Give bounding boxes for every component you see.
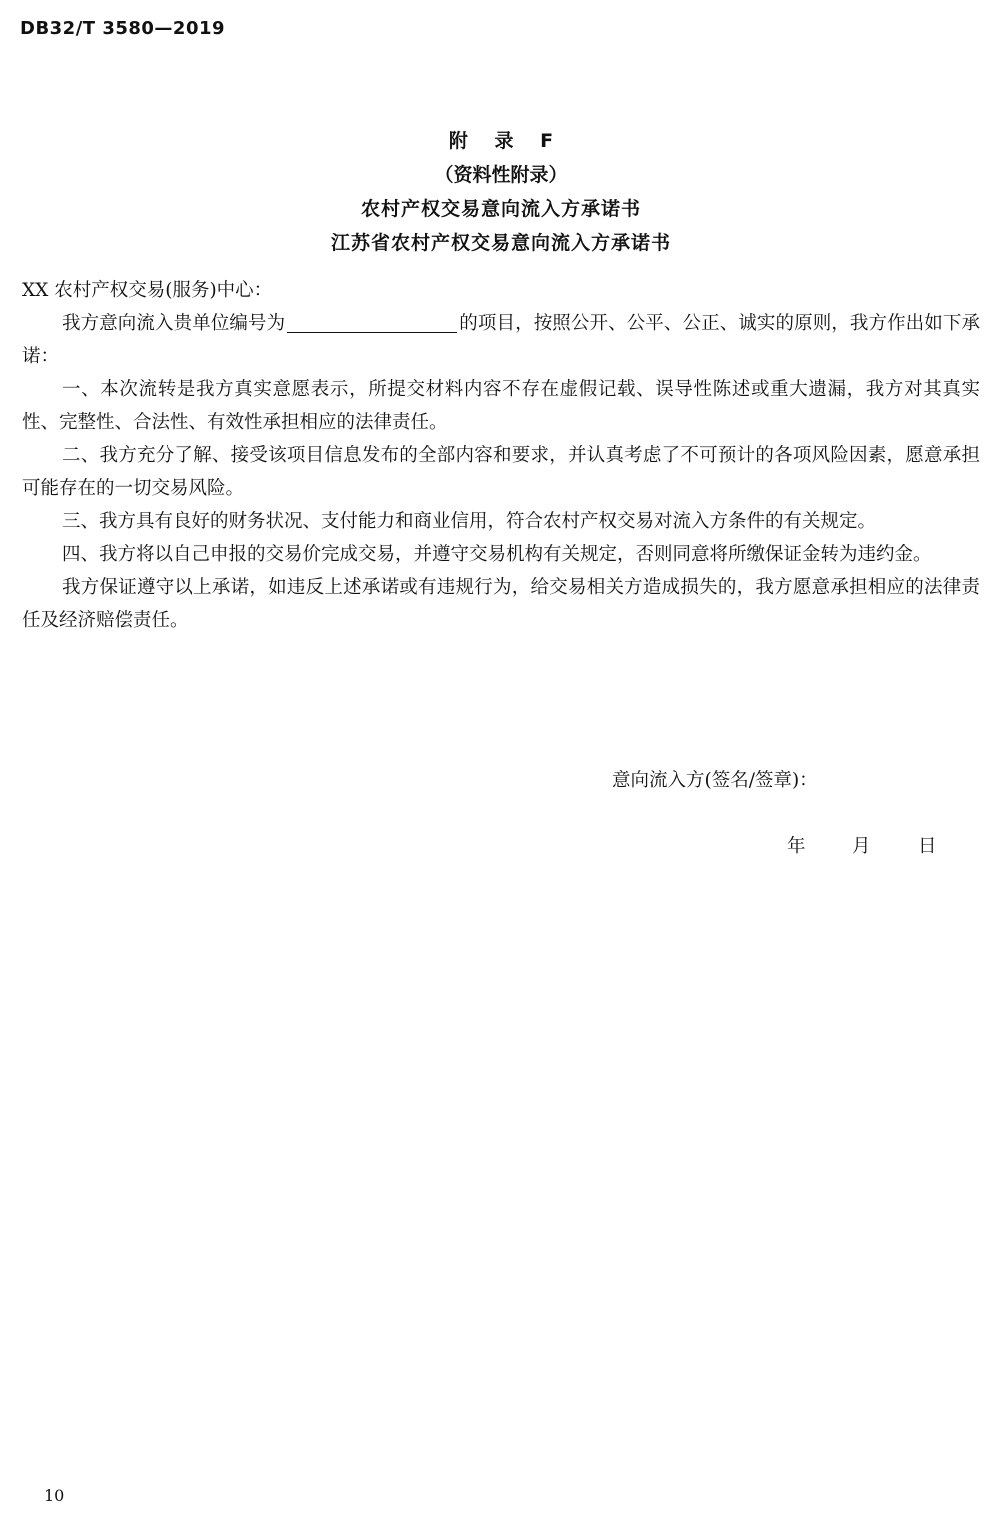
- commitment-item-2: 二、我方充分了解、接受该项目信息发布的全部内容和要求，并认真考虑了不可预计的各项风险因素，愿意承担可能存在的一切交易风险。: [22, 445, 980, 499]
- appendix-label: [0, 126, 1002, 153]
- appendix-label-part: F: [540, 130, 554, 152]
- signature-label: 意向流入方(签名/签章)：: [612, 770, 818, 791]
- appendix-label-part: 附: [448, 130, 468, 152]
- closing-paragraph: 我方保证遵守以上承诺，如违反上述承诺或有违规行为，给交易相关方造成损失的，我方愿意承担相应的法律责任及经济赔偿责任。: [22, 577, 980, 631]
- commitment-body: [22, 274, 980, 637]
- document-title: 农村产权交易意向流入方承诺书: [360, 198, 641, 220]
- appendix-type: （资料性附录）: [434, 164, 568, 186]
- page-number: 10: [44, 1486, 65, 1505]
- date-month: 月: [852, 836, 871, 857]
- date-year: 年: [787, 836, 806, 857]
- commitment-item-3: 三、我方具有良好的财务状况、支付能力和商业信用，符合农村产权交易对流入方条件的有关规定。: [62, 511, 877, 532]
- document-subtitle: 江苏省农村产权交易意向流入方承诺书: [330, 232, 671, 254]
- date-day: 日: [918, 836, 937, 857]
- opening-paragraph: [22, 307, 980, 373]
- opening-text-after: 的项目，按照公开、公平、公正、诚实的原则，我方作出如下承诺：: [22, 313, 980, 367]
- opening-text-before: 我方意向流入贵单位编号为: [62, 313, 286, 334]
- commitment-item-1: 一、本次流转是我方真实意愿表示，所提交材料内容不存在虚假记载、误导性陈述或重大遗漏，我方对其真实性、完整性、合法性、有效性承担相应的法律责任。: [22, 379, 980, 433]
- commitment-item-4: 四、我方将以自己申报的交易价完成交易，并遵守交易机构有关规定，否则同意将所缴保证金转为违约金。: [62, 544, 932, 565]
- appendix-label-part: 录: [494, 130, 514, 152]
- project-number-blank[interactable]: [287, 314, 457, 333]
- standard-code: DB32/T 3580—2019: [20, 18, 226, 39]
- salutation: XX 农村产权交易(服务)中心：: [22, 280, 273, 301]
